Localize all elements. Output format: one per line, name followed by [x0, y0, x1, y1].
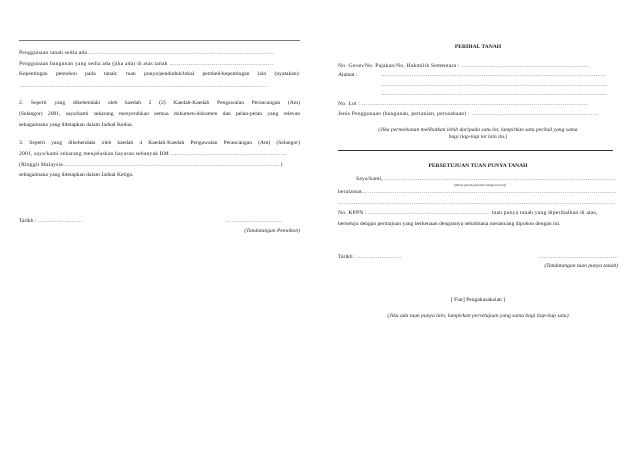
witness-caption: [ Fiat] Pengakusaksian ]: [450, 297, 506, 303]
section-2-line-1: 2. Seperti yang dikehendaki oleh kaedah 2 (2) Kaedah-Kaedah Pengawalan Perancangan (Am): [19, 100, 300, 106]
section-3-line-2: 2001, saya/kami sekarang menjelaskan bayaran sebanyak RM ……………………………………………………: [19, 151, 287, 157]
owner-consent-title: PERSETUJUAN TUAN PUNYA TANAH: [428, 163, 528, 169]
owner-address-field: beralamat……………………………………………………………………………………………………………………: [338, 189, 617, 195]
address-line-1: ………………………………………………………………………………………………………: [381, 72, 607, 78]
existing-building-use: Penggunaan bangunan yang sedia ada (jika ada) di atas tanah ………………………………………………: [19, 61, 274, 67]
land-description-title: PERIHAL TANAH: [454, 44, 502, 50]
other-owners-note: (Jika ada tuan punya lain, lampirkan persetujuan yang sama bagi tiap-tiap satu): [387, 313, 569, 319]
owner-name-caption: (Nama penuh pemohon dengan huruf): [454, 183, 506, 187]
owner-agreement-statement: bersetuju dengan permajuan yang berkenaan dengannya sebaimana merancang dipohon dengan ini.: [338, 221, 561, 227]
section-divider: [338, 150, 613, 151]
usage-type-field: Jenis Penggunaan (bangunan, pertanian, perusahaan) : …………………………………………………………: [338, 111, 599, 117]
applicant-interest: Kepentingan pemohon pada tanah; tuan punya/penduduk/lokal pembeli/kepentingan lain (nyatakan):: [19, 71, 300, 77]
section-3-line-4: sebagaimana yang ditetapkan dalam Jadual Ketiga.: [19, 172, 134, 178]
title-number-field: No. Geran/No. Pajakan/No. Hakmilik Sementara : …………………………………………………………: [338, 63, 589, 69]
section-3-line-1: 3. Seperti yang dikehendaki oleh kaedah 4 Kaedah-Kaedah Pengawalan Perancangan (Am) (Selangor): [19, 140, 300, 146]
address-line-3: ………………………………………………………………………………………………………: [381, 91, 607, 97]
owner-date: Tarikh : ……………………: [338, 254, 402, 260]
lot-number-field: No. Lot : ………………………………………………………………………………………………………: [338, 101, 588, 107]
address-label: Alamat :: [338, 72, 358, 78]
owner-signature-line: ……………………………………: [539, 254, 618, 260]
applicant-signature-label: (Tandatangan Pemohon): [244, 228, 300, 234]
top-divider-left: [19, 40, 300, 41]
applicant-date: Tarikh : ……………………: [19, 218, 83, 224]
multi-lot-note-line-2: bagi tiap-tiap lot lain itu.): [448, 134, 508, 140]
applicant-signature-line: …………………………: [226, 218, 282, 224]
existing-land-use: Penggunaan tanah sedia ada ……………………………………………………………………………………: [19, 50, 275, 56]
owner-ic-field: No. KPPN : ……………………………………………………… tuan punya tanah yang diperihalkan di atas,: [338, 210, 598, 216]
owner-address-extra: ………………………………………………………………………………………………………………………………: [338, 200, 617, 206]
section-3-line-3: (Ringgit Malaysia ………………………………………………………………………………………………… ): [19, 162, 283, 168]
owner-signature-label: (Tandatangan tuan punya tanah): [544, 263, 618, 269]
multi-lot-note-line-1: (Jika permohonan melibatkan lebih daripada satu lot, lampirkan satu perihal yang sama: [378, 127, 578, 133]
applicant-interest-dots: …………………………………………………………………………………………………………………: [19, 83, 269, 89]
address-line-2: ………………………………………………………………………………………………………: [381, 82, 607, 88]
owner-name-field: Saya/kami, …………………………………………………………………………………………………………: [356, 176, 617, 182]
section-2-line-3: sebagaimana yang ditetapkan dalam Jadual Kedua.: [19, 122, 134, 128]
section-2-line-2: (Selangor) 2001, saya/kami sekarang menyerahkan semua dokumen-dokumen dan pelan-pelan yang relevan: [19, 111, 300, 117]
